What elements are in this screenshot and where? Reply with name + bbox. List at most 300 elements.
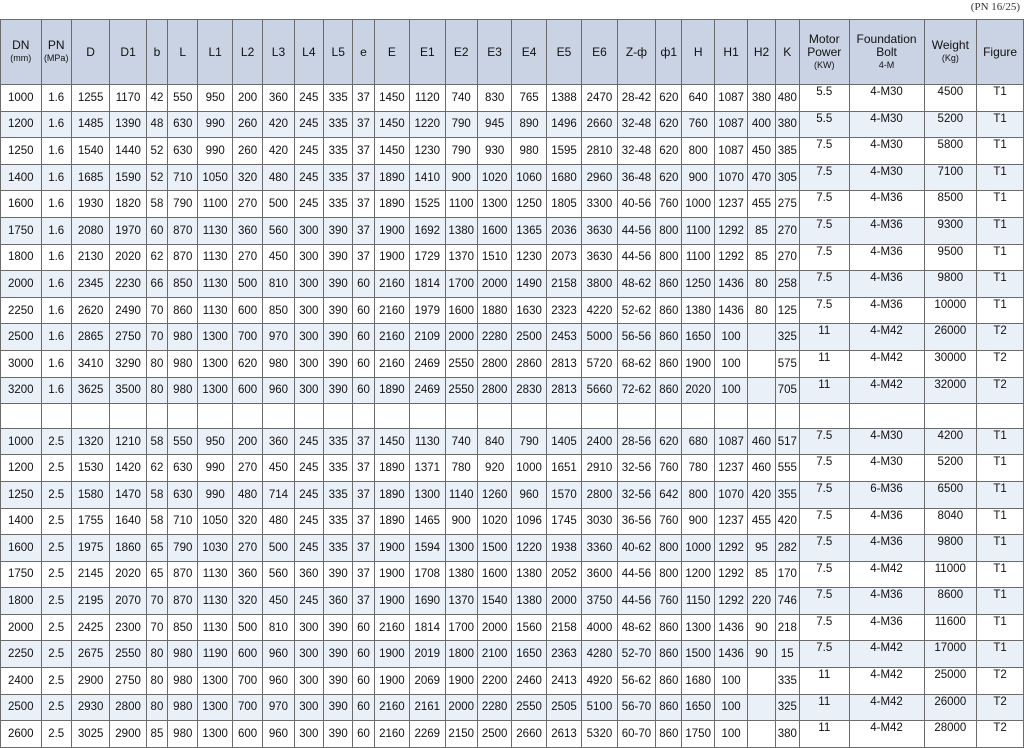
column-header-label: L5 — [331, 44, 345, 59]
column-header-label: K — [783, 44, 792, 59]
table-cell: 1800 — [445, 641, 477, 668]
table-cell: 100 — [714, 324, 747, 351]
table-cell: 80 — [146, 694, 167, 721]
table-cell: 2160 — [374, 721, 409, 748]
table-cell — [477, 404, 511, 429]
column-header-label: DN — [12, 38, 30, 52]
table-cell: 1130 — [198, 588, 232, 615]
table-cell: 3625 — [71, 377, 109, 404]
table-cell: 2550 — [110, 641, 146, 668]
table-cell: 2073 — [546, 244, 581, 271]
table-cell: 1700 — [445, 614, 477, 641]
table-cell: 335 — [324, 111, 353, 138]
table-cell: 1.6 — [41, 111, 71, 138]
table-row — [1, 668, 1024, 695]
table-cell: 11 — [799, 324, 849, 351]
table-cell: 5.5 — [799, 111, 849, 138]
table-cell: 80 — [748, 271, 775, 298]
table-cell: 4220 — [582, 297, 617, 324]
table-cell: 44-56 — [617, 588, 655, 615]
table-cell — [582, 404, 617, 429]
table-cell: 7100 — [924, 164, 977, 191]
table-cell: 1890 — [374, 164, 409, 191]
table-cell: 2900 — [71, 668, 109, 695]
table-cell: 980 — [263, 350, 294, 377]
table-cell: 1814 — [410, 271, 445, 298]
table-cell: 1938 — [546, 535, 581, 562]
table-cell — [714, 404, 747, 429]
table-cell: 37 — [353, 85, 374, 112]
table-cell: 2900 — [110, 721, 146, 748]
table-cell: 48 — [146, 111, 167, 138]
table-cell: T1 — [977, 164, 1024, 191]
table-cell: 1237 — [714, 508, 747, 535]
table-cell: 1380 — [512, 561, 546, 588]
table-cell: 245 — [294, 428, 323, 455]
table-cell: 1100 — [682, 217, 714, 244]
table-row — [1, 641, 1024, 668]
table-cell: 1900 — [374, 588, 409, 615]
table-cell: 1600 — [477, 561, 511, 588]
table-cell: 1000 — [512, 455, 546, 482]
table-cell: 2800 — [477, 377, 511, 404]
table-cell: 1150 — [682, 588, 714, 615]
table-cell: 270 — [232, 244, 262, 271]
table-cell: 60 — [353, 694, 374, 721]
table-cell: 2150 — [445, 721, 477, 748]
column-header — [445, 20, 477, 85]
table-cell: 2160 — [374, 694, 409, 721]
table-cell: 480 — [263, 164, 294, 191]
table-cell: 1470 — [110, 481, 146, 508]
table-cell: 1650 — [682, 694, 714, 721]
table-cell: 1220 — [410, 111, 445, 138]
table-row — [1, 324, 1024, 351]
table-cell: 7.5 — [799, 588, 849, 615]
column-header — [71, 20, 109, 85]
table-cell: 5000 — [582, 324, 617, 351]
table-cell: 1890 — [374, 455, 409, 482]
table-cell: 870 — [168, 217, 198, 244]
table-cell: 60 — [353, 297, 374, 324]
table-cell: 4-M42 — [849, 377, 924, 404]
table-cell: 900 — [445, 508, 477, 535]
table-cell: 7.5 — [799, 244, 849, 271]
table-cell: 1320 — [71, 428, 109, 455]
table-cell: 1000 — [682, 191, 714, 218]
table-row — [1, 694, 1024, 721]
table-cell: 860 — [656, 614, 682, 641]
table-cell: 90 — [748, 641, 775, 668]
table-cell: 8600 — [924, 588, 977, 615]
table-cell: 65 — [146, 561, 167, 588]
table-cell: 705 — [775, 377, 799, 404]
table-cell: 870 — [168, 561, 198, 588]
column-header-label: L4 — [302, 44, 316, 59]
column-header — [617, 20, 655, 85]
table-cell: 960 — [263, 668, 294, 695]
table-cell: 2.5 — [41, 508, 71, 535]
table-cell: 560 — [263, 561, 294, 588]
table-cell: 1030 — [198, 535, 232, 562]
table-cell: T2 — [977, 324, 1024, 351]
table-cell: 2750 — [110, 668, 146, 695]
table-cell: 7.5 — [799, 428, 849, 455]
table-cell: 5720 — [582, 350, 617, 377]
table-cell: 1170 — [110, 85, 146, 112]
table-cell: 714 — [263, 481, 294, 508]
table-cell: 1890 — [374, 377, 409, 404]
table-cell: 10000 — [924, 297, 977, 324]
table-cell: 2469 — [410, 377, 445, 404]
table-cell: T1 — [977, 271, 1024, 298]
table-cell: 360 — [232, 561, 262, 588]
column-header — [353, 20, 374, 85]
table-row — [1, 588, 1024, 615]
table-cell: 1371 — [410, 455, 445, 482]
table-cell: 58 — [146, 191, 167, 218]
table-cell — [849, 404, 924, 429]
column-header — [775, 20, 799, 85]
table-cell: 80 — [748, 297, 775, 324]
table-cell: 455 — [748, 191, 775, 218]
table-cell: 2413 — [546, 668, 581, 695]
table-cell: 1096 — [512, 508, 546, 535]
column-header-unit: (Kg) — [941, 53, 959, 63]
table-cell: 1020 — [477, 508, 511, 535]
table-cell: 2345 — [71, 271, 109, 298]
table-cell: 390 — [324, 721, 353, 748]
table-cell: 1300 — [410, 481, 445, 508]
column-header — [977, 20, 1024, 85]
table-cell: 1.6 — [41, 191, 71, 218]
table-cell: 355 — [775, 481, 799, 508]
table-cell: 2020 — [110, 244, 146, 271]
table-cell: 470 — [748, 164, 775, 191]
column-header — [748, 20, 775, 85]
table-cell: 11 — [799, 377, 849, 404]
column-header-unit: (MPa) — [43, 53, 69, 63]
table-cell: 270 — [232, 455, 262, 482]
table-cell: 8500 — [924, 191, 977, 218]
table-cell: 1237 — [714, 455, 747, 482]
table-cell: 830 — [477, 85, 511, 112]
column-header-label: E5 — [556, 44, 572, 59]
table-cell — [617, 404, 655, 429]
table-cell: 460 — [748, 428, 775, 455]
table-cell: 37 — [353, 217, 374, 244]
table-cell: 70 — [146, 297, 167, 324]
table-cell: 56-62 — [617, 668, 655, 695]
table-cell: 990 — [198, 138, 232, 165]
table-cell: 1390 — [110, 111, 146, 138]
table-cell: 56-56 — [617, 324, 655, 351]
table-cell: 1805 — [546, 191, 581, 218]
table-cell: 960 — [263, 721, 294, 748]
table-cell: 765 — [512, 85, 546, 112]
column-header-label: PN — [47, 38, 65, 52]
table-cell — [656, 404, 682, 429]
table-cell: 860 — [656, 721, 682, 748]
table-cell: 4-M42 — [849, 324, 924, 351]
table-cell: 1440 — [110, 138, 146, 165]
table-cell: 2400 — [582, 428, 617, 455]
table-cell: 3200 — [1, 377, 42, 404]
table-cell: 385 — [775, 138, 799, 165]
table-cell: 860 — [656, 271, 682, 298]
table-cell: 480 — [775, 85, 799, 112]
table-cell: 380 — [775, 721, 799, 748]
table-cell — [512, 404, 546, 429]
table-cell: 1380 — [445, 561, 477, 588]
column-header-label: L2 — [240, 44, 255, 59]
column-header-label: E — [387, 44, 396, 59]
table-cell: 1630 — [512, 297, 546, 324]
table-cell: 5660 — [582, 377, 617, 404]
table-cell: 270 — [232, 535, 262, 562]
table-cell: 560 — [263, 217, 294, 244]
table-cell: 1700 — [445, 271, 477, 298]
table-cell: 860 — [168, 297, 198, 324]
table-cell: 335 — [324, 455, 353, 482]
table-cell — [546, 404, 581, 429]
table-cell: 2020 — [682, 377, 714, 404]
table-cell: 1496 — [546, 111, 581, 138]
table-cell: 4-M36 — [849, 217, 924, 244]
table-cell: 420 — [775, 508, 799, 535]
table-cell: 455 — [748, 508, 775, 535]
table-cell: 950 — [198, 428, 232, 455]
table-cell: 1130 — [198, 244, 232, 271]
table-cell: 850 — [168, 614, 198, 641]
table-cell: 2250 — [1, 641, 42, 668]
table-cell: T1 — [977, 191, 1024, 218]
table-cell: 65 — [146, 535, 167, 562]
table-cell: 850 — [263, 297, 294, 324]
table-cell — [445, 404, 477, 429]
table-cell: 760 — [656, 455, 682, 482]
table-cell: 3600 — [582, 561, 617, 588]
table-cell: 2160 — [374, 297, 409, 324]
table-cell: 860 — [656, 668, 682, 695]
table-cell: 3630 — [582, 244, 617, 271]
table-cell: 990 — [198, 111, 232, 138]
table-cell: 2425 — [71, 614, 109, 641]
table-cell: 2000 — [445, 694, 477, 721]
table-cell: 790 — [445, 138, 477, 165]
table-cell: 1200 — [1, 111, 42, 138]
table-cell: 245 — [294, 191, 323, 218]
table-cell: 40-56 — [617, 191, 655, 218]
table-cell: 7.5 — [799, 508, 849, 535]
table-cell: 1450 — [374, 85, 409, 112]
column-header — [168, 20, 198, 85]
table-cell: 800 — [656, 217, 682, 244]
column-header-label: L3 — [271, 44, 286, 59]
table-cell: 1690 — [410, 588, 445, 615]
table-cell: 2.5 — [41, 561, 71, 588]
table-cell: 7.5 — [799, 217, 849, 244]
table-cell: 2280 — [477, 324, 511, 351]
table-cell: 1708 — [410, 561, 445, 588]
table-cell: 37 — [353, 111, 374, 138]
column-header-label: e — [360, 44, 367, 59]
table-cell: 380 — [748, 85, 775, 112]
table-cell: 1120 — [410, 85, 445, 112]
table-cell: 7.5 — [799, 271, 849, 298]
table-cell: 780 — [682, 455, 714, 482]
table-cell: 3800 — [582, 271, 617, 298]
table-cell: 2550 — [512, 694, 546, 721]
table-cell: 17000 — [924, 641, 977, 668]
table-cell: 6-M36 — [849, 481, 924, 508]
table-cell: 2860 — [512, 350, 546, 377]
table-cell: 4-M30 — [849, 138, 924, 165]
table-cell: 5200 — [924, 455, 977, 482]
table-cell: 4-M42 — [849, 694, 924, 721]
table-cell: 11600 — [924, 614, 977, 641]
table-cell — [263, 404, 294, 429]
table-cell: 790 — [512, 428, 546, 455]
table-cell: T1 — [977, 535, 1024, 562]
column-header-label: L1 — [208, 44, 222, 59]
table-cell: 1680 — [682, 668, 714, 695]
table-cell: 37 — [353, 561, 374, 588]
table-cell: 3630 — [582, 217, 617, 244]
table-cell: 1000 — [1, 85, 42, 112]
table-cell: 600 — [232, 641, 262, 668]
table-cell: 2100 — [477, 641, 511, 668]
column-header — [110, 20, 146, 85]
table-cell: 1570 — [546, 481, 581, 508]
table-cell: 52 — [146, 138, 167, 165]
table-cell: 2505 — [546, 694, 581, 721]
column-header — [546, 20, 581, 85]
table-cell: 1.6 — [41, 244, 71, 271]
table-cell: 3500 — [110, 377, 146, 404]
column-header-label: E2 — [453, 44, 469, 59]
table-cell: 270 — [775, 217, 799, 244]
table-cell: 60 — [353, 377, 374, 404]
column-header — [682, 20, 714, 85]
table-cell: 2158 — [546, 271, 581, 298]
table-cell: 1220 — [512, 535, 546, 562]
table-cell: 2.5 — [41, 668, 71, 695]
table-cell — [410, 404, 445, 429]
separator-row — [1, 404, 1024, 429]
table-cell: 790 — [168, 535, 198, 562]
table-cell: 4-M42 — [849, 641, 924, 668]
table-cell: 960 — [263, 377, 294, 404]
table-cell: 3750 — [582, 588, 617, 615]
column-header-label: E3 — [487, 44, 502, 59]
table-cell: 1975 — [71, 535, 109, 562]
table-cell: 1.6 — [41, 324, 71, 351]
table-cell: T2 — [977, 350, 1024, 377]
table-cell: 950 — [198, 85, 232, 112]
table-cell: 260 — [232, 111, 262, 138]
table-cell: 100 — [714, 721, 747, 748]
table-cell: 1525 — [410, 191, 445, 218]
table-cell: T1 — [977, 244, 1024, 271]
table-cell: 4-M30 — [849, 455, 924, 482]
table-cell: 360 — [263, 85, 294, 112]
table-row — [1, 377, 1024, 404]
table-cell: 1930 — [71, 191, 109, 218]
table-cell: T1 — [977, 217, 1024, 244]
table-cell: 36-48 — [617, 164, 655, 191]
table-row — [1, 428, 1024, 455]
page-label: (PN 16/25) — [970, 1, 1020, 13]
table-cell: 850 — [168, 271, 198, 298]
table-cell: 2460 — [512, 668, 546, 695]
table-cell: 320 — [232, 164, 262, 191]
table-cell: 1860 — [110, 535, 146, 562]
table-cell: 860 — [656, 694, 682, 721]
table-cell: 300 — [294, 377, 323, 404]
table-cell: 282 — [775, 535, 799, 562]
table-cell: 1600 — [477, 217, 511, 244]
table-cell: T1 — [977, 111, 1024, 138]
table-cell: 2830 — [512, 377, 546, 404]
table-cell: 2660 — [582, 111, 617, 138]
table-cell: 390 — [324, 297, 353, 324]
table-cell: 70 — [146, 324, 167, 351]
table-cell: 450 — [263, 588, 294, 615]
table-cell: 335 — [324, 428, 353, 455]
table-cell: T1 — [977, 481, 1024, 508]
table-cell: 52-62 — [617, 297, 655, 324]
table-cell: 300 — [294, 297, 323, 324]
table-cell: 300 — [294, 324, 323, 351]
table-cell: 2960 — [582, 164, 617, 191]
table-cell: 1651 — [546, 455, 581, 482]
table-cell: 1485 — [71, 111, 109, 138]
table-cell: 550 — [168, 428, 198, 455]
table-cell: 1250 — [1, 138, 42, 165]
table-row — [1, 614, 1024, 641]
table-cell: 550 — [168, 85, 198, 112]
table-cell: 517 — [775, 428, 799, 455]
table-cell: 3030 — [582, 508, 617, 535]
table-cell: 80 — [146, 641, 167, 668]
table-cell: 620 — [656, 85, 682, 112]
table-cell: 2000 — [445, 324, 477, 351]
table-cell: 11000 — [924, 561, 977, 588]
table-cell: 2750 — [110, 324, 146, 351]
table-cell: 1300 — [198, 377, 232, 404]
table-cell — [294, 404, 323, 429]
table-cell: 2158 — [546, 614, 581, 641]
table-cell: 450 — [263, 244, 294, 271]
table-cell: 390 — [324, 271, 353, 298]
table-cell: 1.6 — [41, 297, 71, 324]
column-header-label: D — [86, 44, 95, 59]
table-cell: 1560 — [512, 614, 546, 641]
table-cell: 1436 — [714, 297, 747, 324]
table-cell: 420 — [263, 111, 294, 138]
table-cell: 1292 — [714, 217, 747, 244]
table-cell — [748, 721, 775, 748]
table-cell: 1300 — [682, 614, 714, 641]
table-cell: 2269 — [410, 721, 445, 748]
table-cell: 80 — [146, 668, 167, 695]
table-cell: 36-56 — [617, 508, 655, 535]
table-cell: 8040 — [924, 508, 977, 535]
table-cell: 40-62 — [617, 535, 655, 562]
table-cell: 2.5 — [41, 721, 71, 748]
table-cell: 1237 — [714, 191, 747, 218]
